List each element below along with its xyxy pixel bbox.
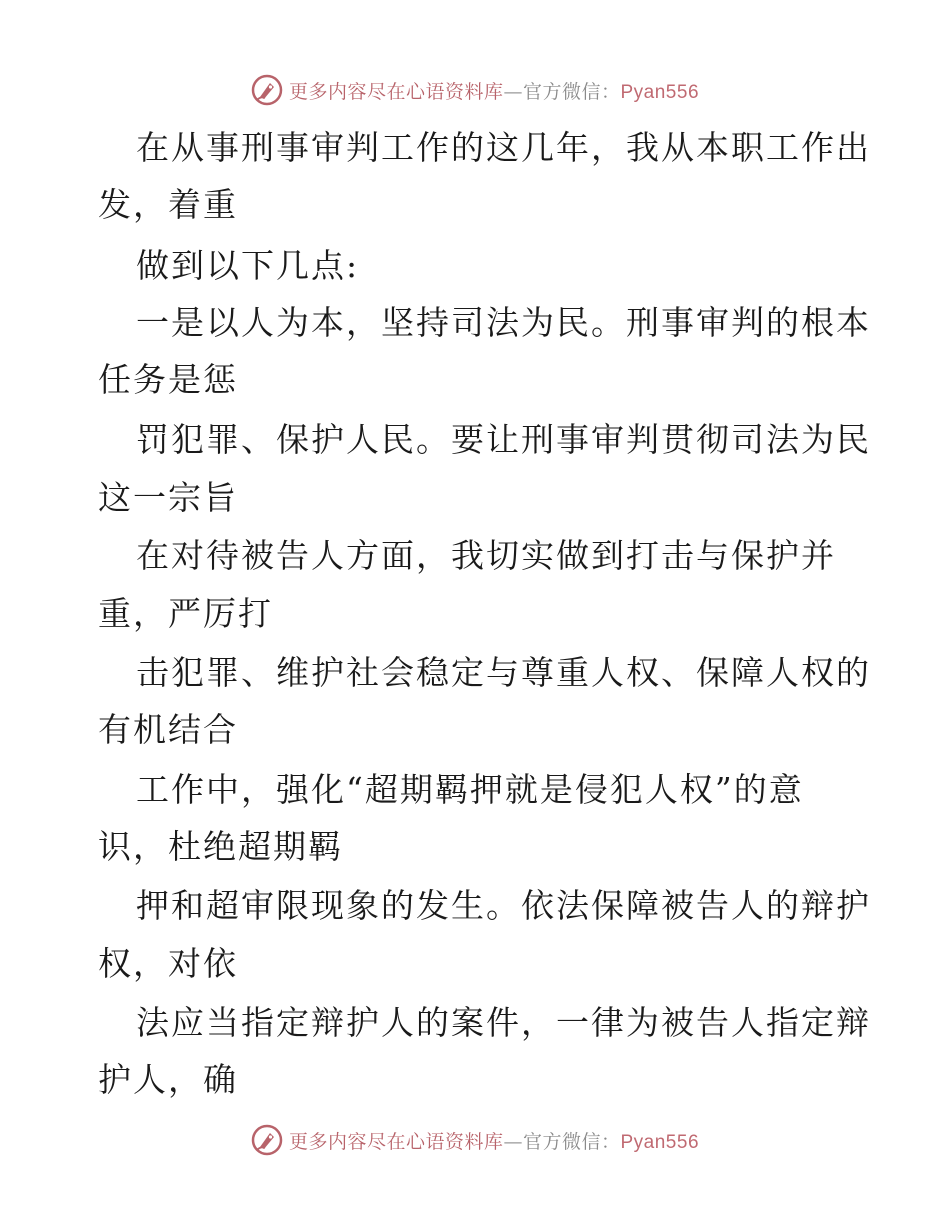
body-line: 这一宗旨 — [98, 478, 238, 517]
footer-banner-main: 更多内容尽在心语资料库 — [288, 1130, 504, 1153]
header-banner-wechat-id: Pyan556 — [620, 81, 700, 103]
body-line: 法应当指定辩护人的案件，一律为被告人指定辩 — [136, 1003, 871, 1042]
footer-banner-sub: 官方微信： — [522, 1130, 621, 1153]
body-line: 在对待被告人方面，我切实做到打击与保护并 — [136, 536, 836, 575]
header-banner-inner — [251, 74, 699, 106]
header-banner-sub: 官方微信： — [522, 80, 621, 103]
body-line: 工作中，强化“超期羁押就是侵犯人权”的意 — [136, 770, 804, 809]
header-banner-text — [289, 77, 699, 104]
footer-banner-separator: — — [503, 1130, 523, 1153]
body-line: 在从事刑事审判工作的这几年，我从本职工作出 — [136, 128, 871, 167]
footer-banner — [0, 1120, 950, 1160]
body-line: 做到以下几点: — [136, 246, 360, 285]
body-line: 识，杜绝超期羁 — [98, 827, 343, 866]
body-line: 任务是惩 — [98, 360, 238, 399]
body-line: 护人，确 — [98, 1060, 238, 1099]
header-banner — [0, 70, 950, 110]
header-banner-separator: — — [503, 80, 523, 103]
pen-nib-logo-icon — [251, 1124, 283, 1156]
body-line: 有机结合 — [98, 710, 238, 749]
body-line: 击犯罪、维护社会稳定与尊重人权、保障人权的 — [136, 653, 871, 692]
footer-banner-text — [289, 1127, 699, 1154]
pen-nib-logo-icon — [251, 74, 283, 106]
body-line: 发，着重 — [98, 185, 238, 224]
body-line: 一是以人为本，坚持司法为民。刑事审判的根本 — [136, 303, 871, 342]
body-line: 权，对依 — [98, 944, 238, 983]
body-line: 重，严厉打 — [98, 594, 273, 633]
body-line: 押和超审限现象的发生。依法保障被告人的辩护 — [136, 886, 871, 925]
body-line: 罚犯罪、保护人民。要让刑事审判贯彻司法为民 — [136, 420, 871, 459]
header-banner-main: 更多内容尽在心语资料库 — [288, 80, 504, 103]
footer-banner-inner — [251, 1124, 699, 1156]
footer-banner-wechat-id: Pyan556 — [620, 1131, 700, 1153]
